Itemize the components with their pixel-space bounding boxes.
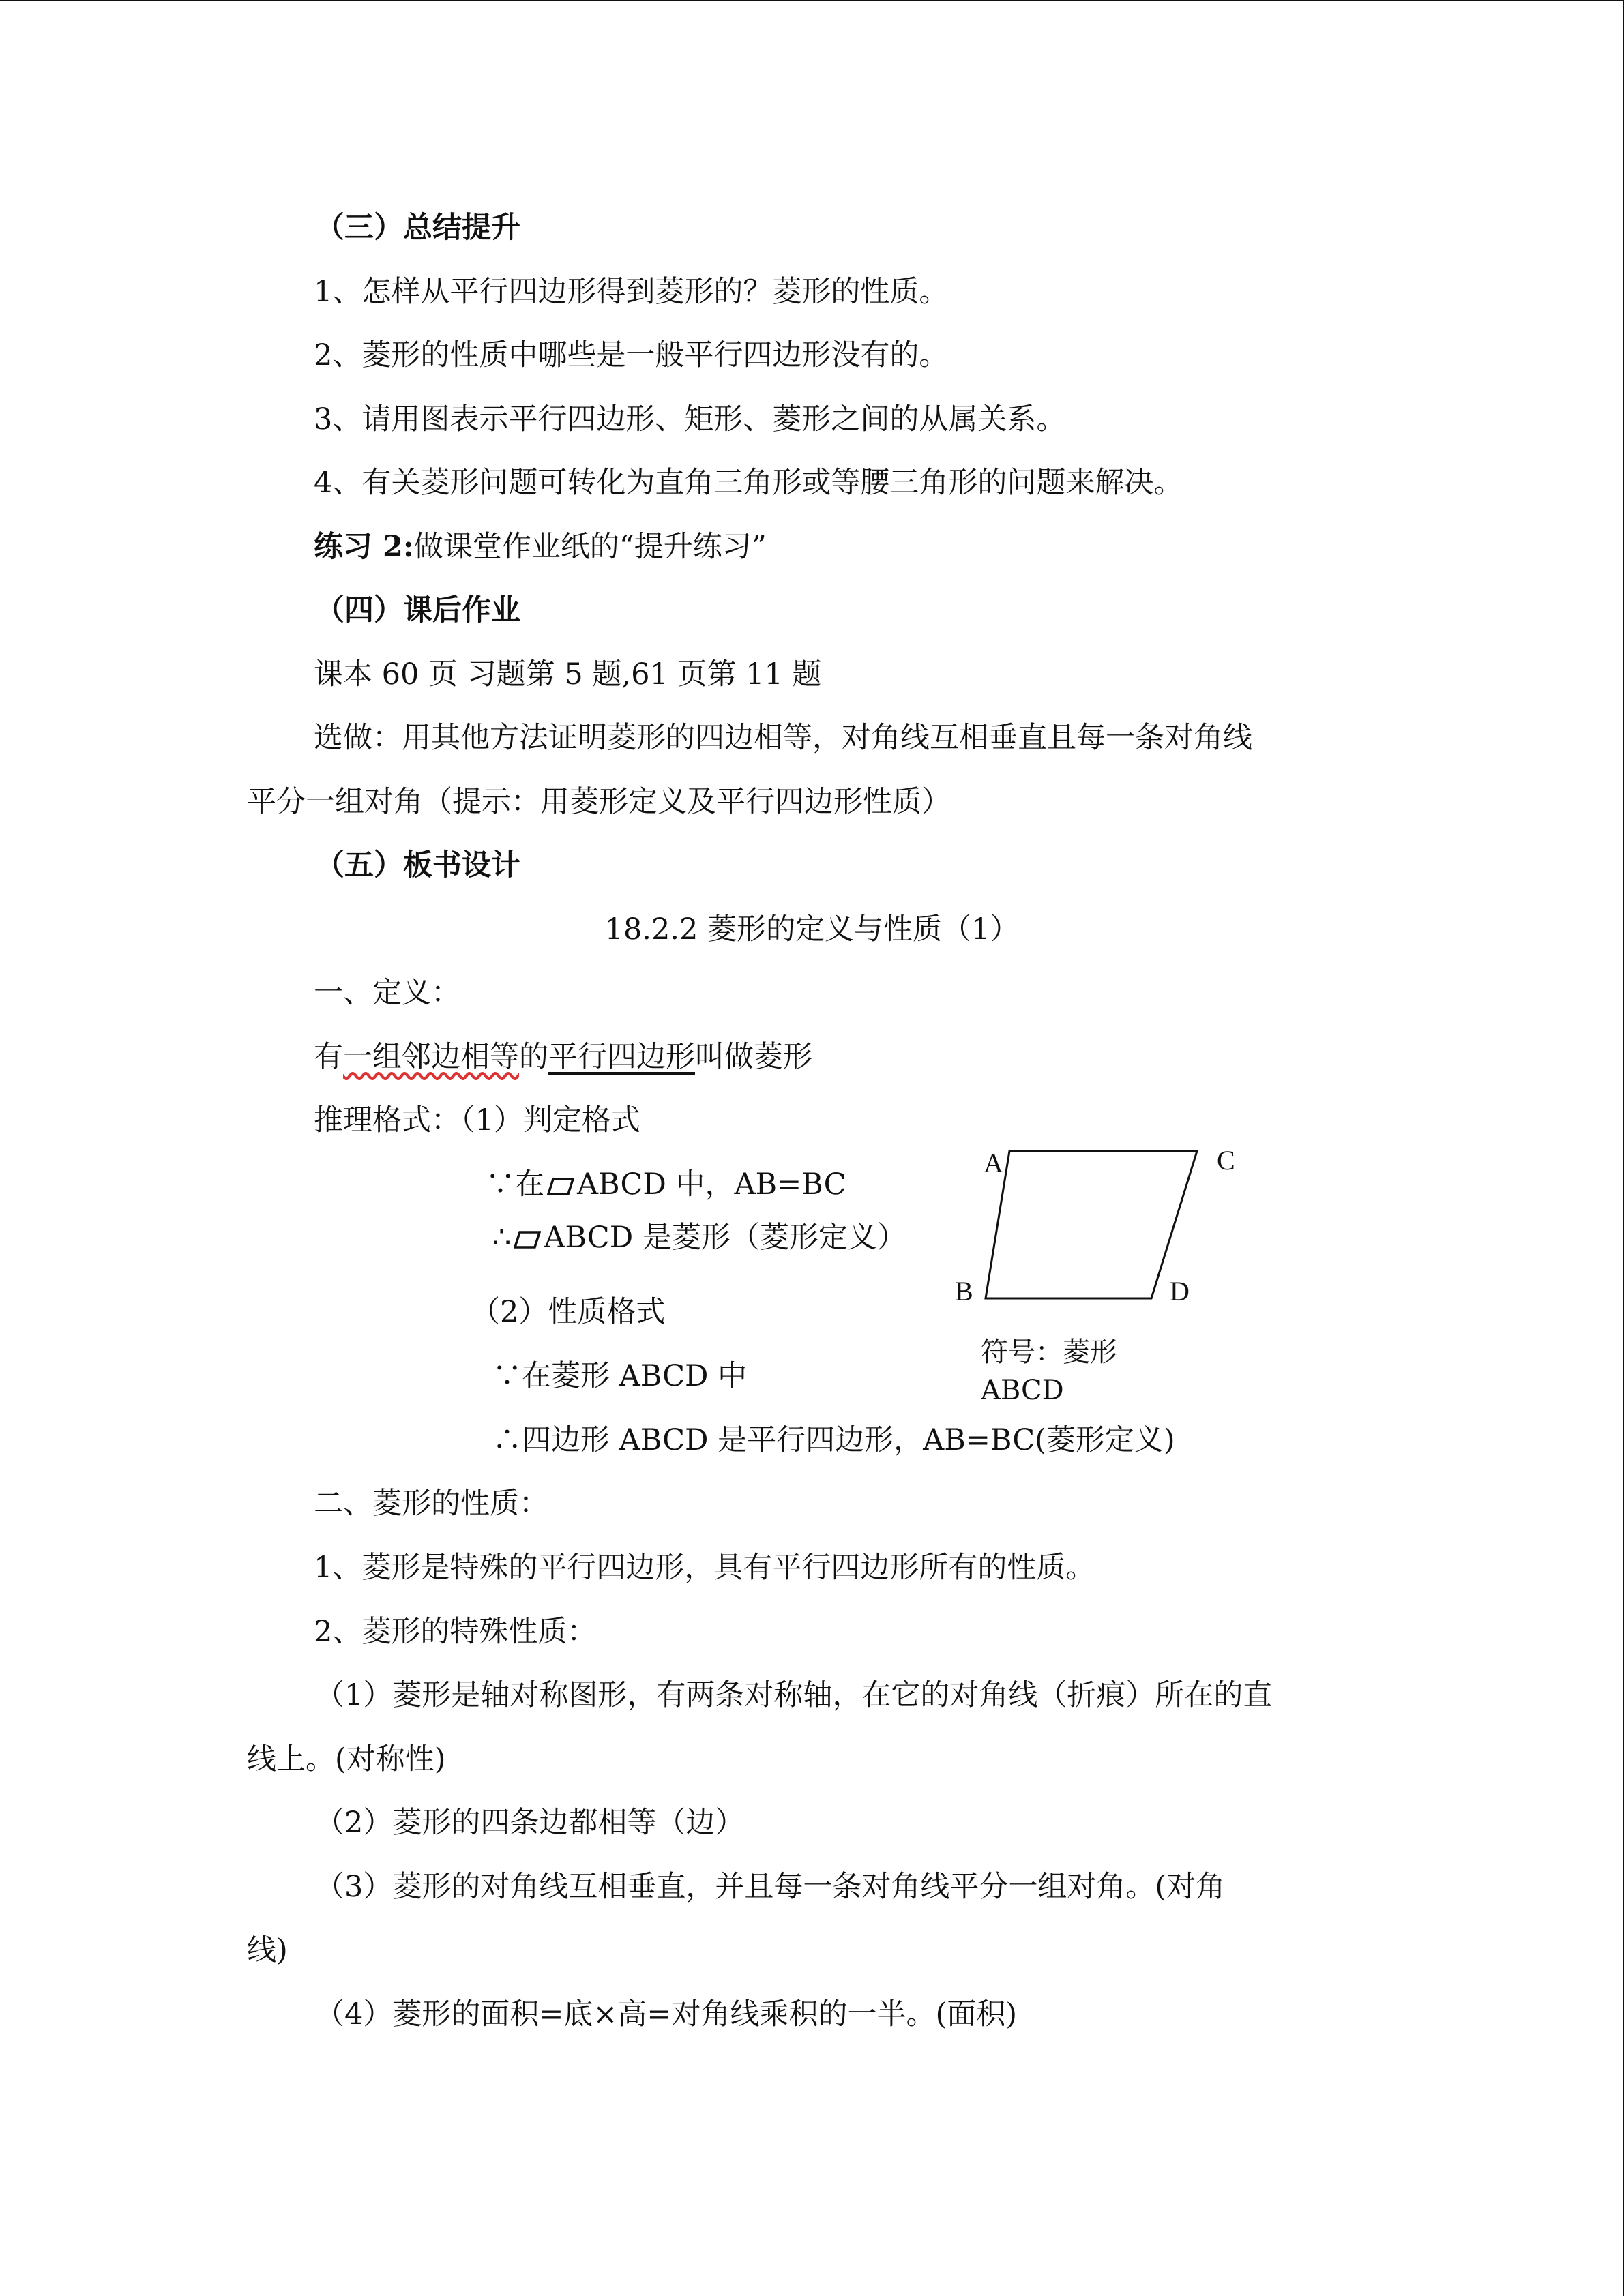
rhombus-diagram xyxy=(941,1132,1235,1312)
judge-line-2-rest: ABCD 是菱形（菱形定义） xyxy=(544,1221,906,1255)
special-prop-4: （4）菱形的面积=底×高=对角线乘积的一半。(面积) xyxy=(315,1997,1017,2031)
homework-line: 课本 60 页 习题第 5 题,61 页第 11 题 xyxy=(314,657,822,691)
def-wavy-underlined: 一组邻边相等 xyxy=(343,1040,519,1074)
exercise-2 xyxy=(314,528,767,566)
properties-heading: 二、菱形的性质： xyxy=(314,1487,548,1521)
optional-line-2: 平分一组对角（提示：用菱形定义及平行四边形性质） xyxy=(247,785,951,819)
def-pre: 有 xyxy=(314,1040,343,1074)
reasoning-label: 推理格式：（1）判定格式 xyxy=(314,1103,640,1137)
therefore-text: ∴ xyxy=(492,1221,512,1255)
sec3-item-2: 2、菱形的性质中哪些是一般平行四边形没有的。 xyxy=(314,338,949,372)
because-text: ∵在 xyxy=(486,1167,544,1202)
property-line-2: ∴四边形 ABCD 是平行四边形，AB=BC(菱形定义) xyxy=(492,1423,1175,1457)
judge-line-1 xyxy=(486,1165,846,1204)
judge-line-1-rest: ABCD 中，AB=BC xyxy=(577,1167,846,1202)
definition-heading: 一、定义： xyxy=(314,976,460,1010)
judge-line-2 xyxy=(492,1219,906,1257)
property-2: 2、菱形的特殊性质： xyxy=(314,1615,597,1649)
section3-heading: （三）总结提升 xyxy=(315,211,520,245)
sec3-item-4: 4、有关菱形问题可转化为直角三角形或等腰三角形的问题来解决。 xyxy=(314,466,1183,500)
sec3-item-1: 1、怎样从平行四边形得到菱形的？菱形的性质。 xyxy=(314,275,949,309)
special-prop-1-line-2: 线上。(对称性) xyxy=(247,1742,446,1776)
optional-line-1: 选做：用其他方法证明菱形的四边相等，对角线互相垂直且每一条对角线 xyxy=(314,721,1252,755)
parallelogram-symbol-icon xyxy=(547,1178,574,1195)
exercise-label: 练习 2: xyxy=(314,530,414,564)
special-prop-1-line-1: （1）菱形是轴对称图形，有两条对称轴，在它的对角线（折痕）所在的直 xyxy=(315,1678,1273,1712)
property-line-1: ∵在菱形 ABCD 中 xyxy=(492,1359,748,1393)
board-title: 18.2.2 菱形的定义与性质（1） xyxy=(604,912,1020,946)
section5-heading: （五）板书设计 xyxy=(315,848,520,882)
exercise-text: 做课堂作业纸的“提升练习” xyxy=(413,530,767,564)
special-prop-2: （2）菱形的四条边都相等（边） xyxy=(315,1806,745,1840)
def-mid: 的 xyxy=(519,1040,548,1074)
def-post: 叫做菱形 xyxy=(695,1040,812,1074)
special-prop-3-line-2: 线) xyxy=(247,1933,288,1967)
symbol-line-1: 符号：菱形 xyxy=(981,1337,1117,1368)
symbol-line-2: ABCD xyxy=(981,1375,1064,1401)
vertex-label-a: A xyxy=(984,1148,1003,1178)
vertex-label-b: B xyxy=(955,1276,973,1307)
def-underlined: 平行四边形 xyxy=(548,1040,695,1074)
vertex-label-c: C xyxy=(1217,1145,1235,1176)
symbol-note xyxy=(981,1333,1158,1401)
page-top-border xyxy=(0,0,1623,1)
special-prop-3-line-1: （3）菱形的对角线互相垂直，并且每一条对角线平分一组对角。(对角 xyxy=(315,1870,1226,1904)
parallelogram-symbol-icon xyxy=(514,1231,541,1249)
property-1: 1、菱形是特殊的平行四边形，具有平行四边形所有的性质。 xyxy=(314,1551,1095,1585)
definition-text xyxy=(314,1038,812,1076)
section4-heading: （四）课后作业 xyxy=(315,593,520,627)
sec3-item-3: 3、请用图表示平行四边形、矩形、菱形之间的从属关系。 xyxy=(314,402,1066,436)
vertex-label-d: D xyxy=(1170,1276,1190,1307)
property-format: （2）性质格式 xyxy=(471,1295,666,1329)
